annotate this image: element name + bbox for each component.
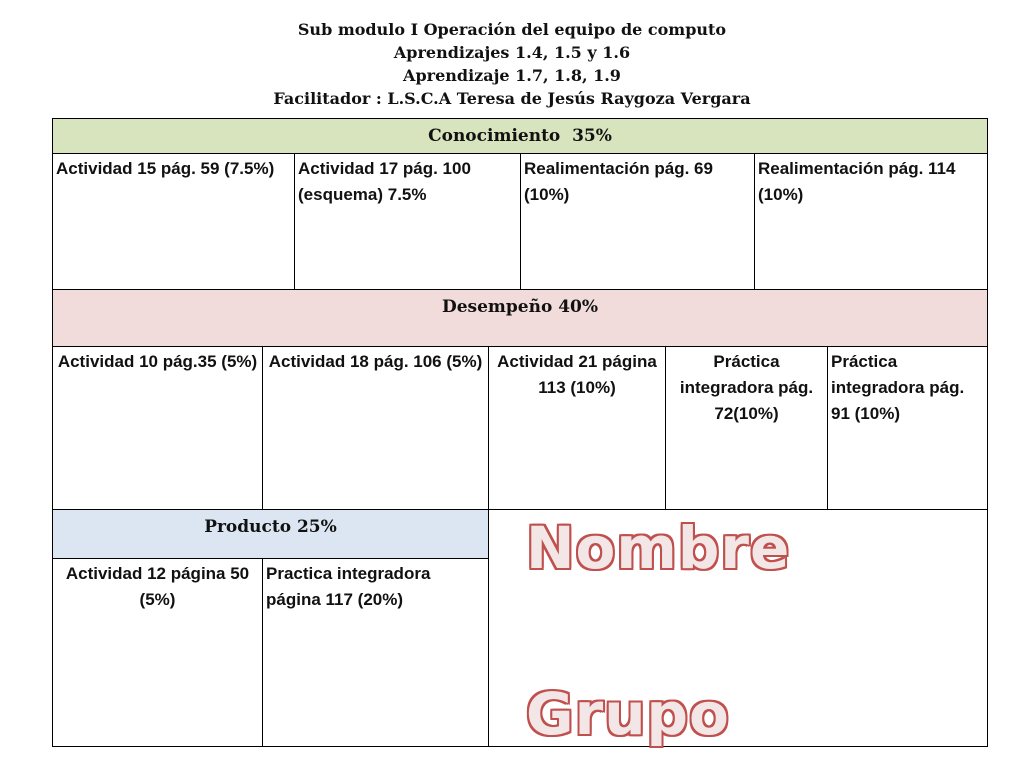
section-producto-header (52, 509, 489, 559)
conocimiento-item-4: Realimentación pág. 114 (10%) (754, 153, 988, 290)
section-desempeno-title: Desempeño 40% (441, 297, 599, 317)
desempeno-item-4: Práctica integradora pág. 72(10%) (665, 346, 828, 510)
desempeno-item-1: Actividad 10 pág.35 (5%) (52, 346, 263, 510)
desempeno-item-5: Práctica integradora pág. 91 (10%) (827, 346, 988, 510)
producto-item-1: Actividad 12 página 50 (5%) (52, 558, 263, 747)
header-line-1: Sub modulo I Operación del equipo de computo (297, 20, 727, 39)
section-conocimiento-header (52, 118, 988, 154)
header-line-2: Aprendizajes 1.4, 1.5 y 1.6 (393, 43, 631, 62)
header-line-3: Aprendizaje 1.7, 1.8, 1.9 (403, 66, 621, 85)
desempeno-item-2: Actividad 18 pág. 106 (5%) (262, 346, 489, 510)
section-conocimiento-title: Conocimiento 35% (428, 126, 612, 146)
desempeno-item-3: Actividad 21 página 113 (10%) (488, 346, 666, 510)
section-desempeno-header (52, 289, 988, 347)
producto-item-2: Practica integradora página 117 (20%) (262, 558, 489, 747)
section-producto-title: Producto 25% (204, 517, 337, 537)
header-line-4: Facilitador : L.S.C.A Teresa de Jesús Raygoza Vergara (273, 89, 751, 108)
grupo-label: Grupo (526, 680, 730, 748)
conocimiento-item-3: Realimentación pág. 69 (10%) (520, 153, 755, 290)
conocimiento-item-1: Actividad 15 pág. 59 (7.5%) (52, 153, 295, 290)
nombre-label: Nombre (526, 514, 791, 582)
conocimiento-item-2: Actividad 17 pág. 100 (esquema) 7.5% (294, 153, 521, 290)
